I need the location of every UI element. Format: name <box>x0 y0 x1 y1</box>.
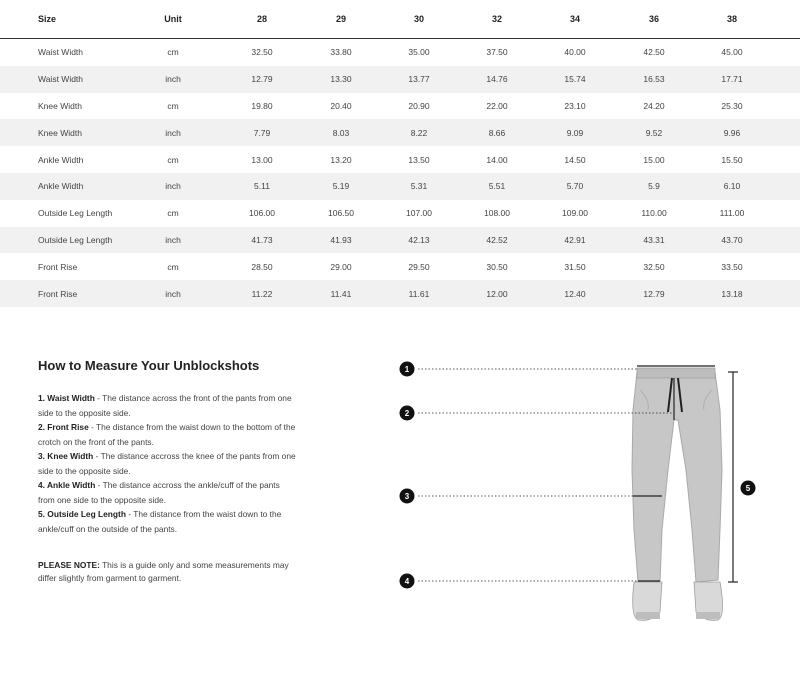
row-value: 9.09 <box>566 127 584 138</box>
row-value: 12.79 <box>251 74 273 85</box>
row-unit: inch <box>165 74 181 85</box>
guide-step-term: 4. Ankle Width <box>38 480 96 490</box>
row-value: 108.00 <box>484 208 510 219</box>
table-body <box>0 39 800 307</box>
row-value: 31.50 <box>564 261 586 272</box>
row-label: Knee Width <box>38 127 82 138</box>
pants-diagram <box>390 350 770 640</box>
row-value: 5.19 <box>332 181 350 192</box>
row-value: 9.96 <box>723 127 741 138</box>
row-value: 43.70 <box>721 234 743 245</box>
table-row <box>0 146 800 173</box>
row-label: Outside Leg Length <box>38 234 113 245</box>
row-value: 42.52 <box>486 234 508 245</box>
guide-step <box>38 449 298 478</box>
marker-3-label: 3 <box>404 492 410 501</box>
row-value: 5.70 <box>566 181 584 192</box>
header-size-5: 36 <box>648 14 659 24</box>
row-value: 8.66 <box>488 127 506 138</box>
guide-step-term: 3. Knee Width <box>38 451 94 461</box>
guide-step <box>38 420 298 449</box>
row-value: 107.00 <box>406 208 432 219</box>
row-value: 11.61 <box>408 288 430 299</box>
guide-step-term: 2. Front Rise <box>38 422 89 432</box>
guide-step-text: - The distance accross the ankle/cuff of the pants from one side to the opposite side. <box>38 480 280 505</box>
row-value: 106.00 <box>249 208 275 219</box>
row-value: 33.50 <box>721 261 743 272</box>
row-value: 24.20 <box>643 100 665 111</box>
row-value: 19.80 <box>251 100 273 111</box>
pants-illustration <box>632 368 723 620</box>
marker-5-label: 5 <box>745 484 751 493</box>
row-label: Ankle Width <box>38 154 84 165</box>
marker-4 <box>400 574 415 589</box>
row-value: 42.50 <box>643 47 665 58</box>
row-unit: cm <box>167 47 179 58</box>
row-value: 13.50 <box>408 154 430 165</box>
note-text: This is a guide only and some measurements may differ slightly from garment to garment. <box>38 560 289 583</box>
row-value: 33.80 <box>330 47 352 58</box>
guide-title: How to Measure Your Unblockshots <box>38 358 260 373</box>
marker-1-label: 1 <box>404 365 410 374</box>
row-value: 5.11 <box>254 181 270 192</box>
row-unit: cm <box>167 154 179 165</box>
guide-step-text: - The distance from the waist down to the bottom of the crotch on the front of the pants. <box>38 422 296 447</box>
marker-5 <box>741 481 756 496</box>
row-value: 29.50 <box>408 261 430 272</box>
row-value: 8.22 <box>410 127 428 138</box>
header-unit: Unit <box>164 14 182 24</box>
row-value: 15.74 <box>564 74 586 85</box>
row-value: 5.31 <box>410 181 428 192</box>
row-value: 106.50 <box>328 208 354 219</box>
marker-4-label: 4 <box>404 577 410 586</box>
row-value: 13.20 <box>330 154 352 165</box>
row-value: 9.52 <box>645 127 663 138</box>
row-value: 30.50 <box>486 261 508 272</box>
row-value: 15.00 <box>643 154 665 165</box>
row-value: 12.40 <box>564 288 586 299</box>
row-value: 40.00 <box>564 47 586 58</box>
row-value: 37.50 <box>486 47 508 58</box>
row-value: 14.00 <box>486 154 508 165</box>
table-row <box>0 253 800 280</box>
row-value: 14.76 <box>486 74 508 85</box>
header-size-6: 38 <box>726 14 737 24</box>
row-value: 11.22 <box>251 288 273 299</box>
row-value: 13.30 <box>330 74 352 85</box>
row-value: 42.91 <box>564 234 586 245</box>
table-row <box>0 93 800 120</box>
guide-step-term: 5. Outside Leg Length <box>38 509 126 519</box>
row-value: 14.50 <box>564 154 586 165</box>
table-row <box>0 66 800 93</box>
header-size-4: 34 <box>569 14 580 24</box>
row-value: 13.18 <box>721 288 743 299</box>
row-value: 111.00 <box>719 208 745 219</box>
row-unit: inch <box>165 181 181 192</box>
row-label: Waist Width <box>38 47 84 58</box>
row-value: 110.00 <box>641 208 667 219</box>
row-value: 20.40 <box>330 100 352 111</box>
row-value: 109.00 <box>562 208 588 219</box>
guide-step <box>38 478 298 507</box>
row-value: 35.00 <box>408 47 430 58</box>
header-size-2: 30 <box>413 14 424 24</box>
row-unit: inch <box>165 288 181 299</box>
marker-1 <box>400 362 415 377</box>
row-label: Ankle Width <box>38 181 84 192</box>
row-value: 7.79 <box>253 127 271 138</box>
row-value: 12.79 <box>643 288 665 299</box>
guide-step <box>38 507 298 536</box>
row-value: 42.13 <box>408 234 430 245</box>
marker-2-label: 2 <box>404 409 410 418</box>
row-value: 32.50 <box>251 47 273 58</box>
row-label: Knee Width <box>38 100 82 111</box>
row-value: 13.77 <box>408 74 430 85</box>
guide-step-text: - The distance across the front of the pants from one side to the opposite side. <box>38 393 292 418</box>
row-value: 20.90 <box>408 100 430 111</box>
row-label: Waist Width <box>38 74 84 85</box>
row-value: 25.30 <box>721 100 743 111</box>
guide-note <box>38 559 298 585</box>
row-value: 23.10 <box>564 100 586 111</box>
row-value: 22.00 <box>486 100 508 111</box>
measure-guide <box>38 358 298 536</box>
row-value: 11.41 <box>330 288 352 299</box>
header-size-1: 29 <box>335 14 346 24</box>
guide-step-term: 1. Waist Width <box>38 393 95 403</box>
guide-step <box>38 391 298 420</box>
size-table <box>0 0 800 307</box>
row-value: 17.71 <box>721 74 743 85</box>
table-row <box>0 280 800 307</box>
guide-step-text: - The distance from the waist down to the ankle/cuff on the outside of the pants. <box>38 509 282 534</box>
note-term: PLEASE NOTE: <box>38 560 100 570</box>
row-value: 29.00 <box>330 261 352 272</box>
row-label: Outside Leg Length <box>38 208 113 219</box>
table-row <box>0 173 800 200</box>
header-size: Size <box>38 14 57 24</box>
row-value: 6.10 <box>723 181 741 192</box>
marker-2 <box>400 406 415 421</box>
row-value: 5.9 <box>648 181 660 192</box>
row-value: 5.51 <box>488 181 506 192</box>
row-value: 41.93 <box>330 234 352 245</box>
row-label: Front Rise <box>38 261 78 272</box>
row-label: Front Rise <box>38 288 78 299</box>
row-value: 41.73 <box>251 234 273 245</box>
table-row <box>0 200 800 227</box>
header-size-0: 28 <box>256 14 267 24</box>
row-value: 8.03 <box>332 127 350 138</box>
row-value: 32.50 <box>643 261 665 272</box>
table-row <box>0 119 800 146</box>
header-size-3: 32 <box>491 14 502 24</box>
table-row <box>0 39 800 66</box>
guide-steps <box>38 391 298 536</box>
row-unit: inch <box>165 127 181 138</box>
row-value: 13.00 <box>251 154 273 165</box>
row-value: 16.53 <box>643 74 665 85</box>
row-value: 28.50 <box>251 261 273 272</box>
table-row <box>0 227 800 254</box>
row-unit: cm <box>167 208 179 219</box>
row-value: 43.31 <box>643 234 665 245</box>
row-unit: cm <box>167 100 179 111</box>
row-value: 15.50 <box>721 154 743 165</box>
table-header-row <box>0 0 800 39</box>
row-unit: inch <box>165 234 181 245</box>
marker-3 <box>400 489 415 504</box>
row-value: 45.00 <box>721 47 743 58</box>
row-unit: cm <box>167 261 179 272</box>
row-value: 12.00 <box>486 288 508 299</box>
guide-step-text: - The distance accross the knee of the pants from one side to the opposite side. <box>38 451 296 476</box>
